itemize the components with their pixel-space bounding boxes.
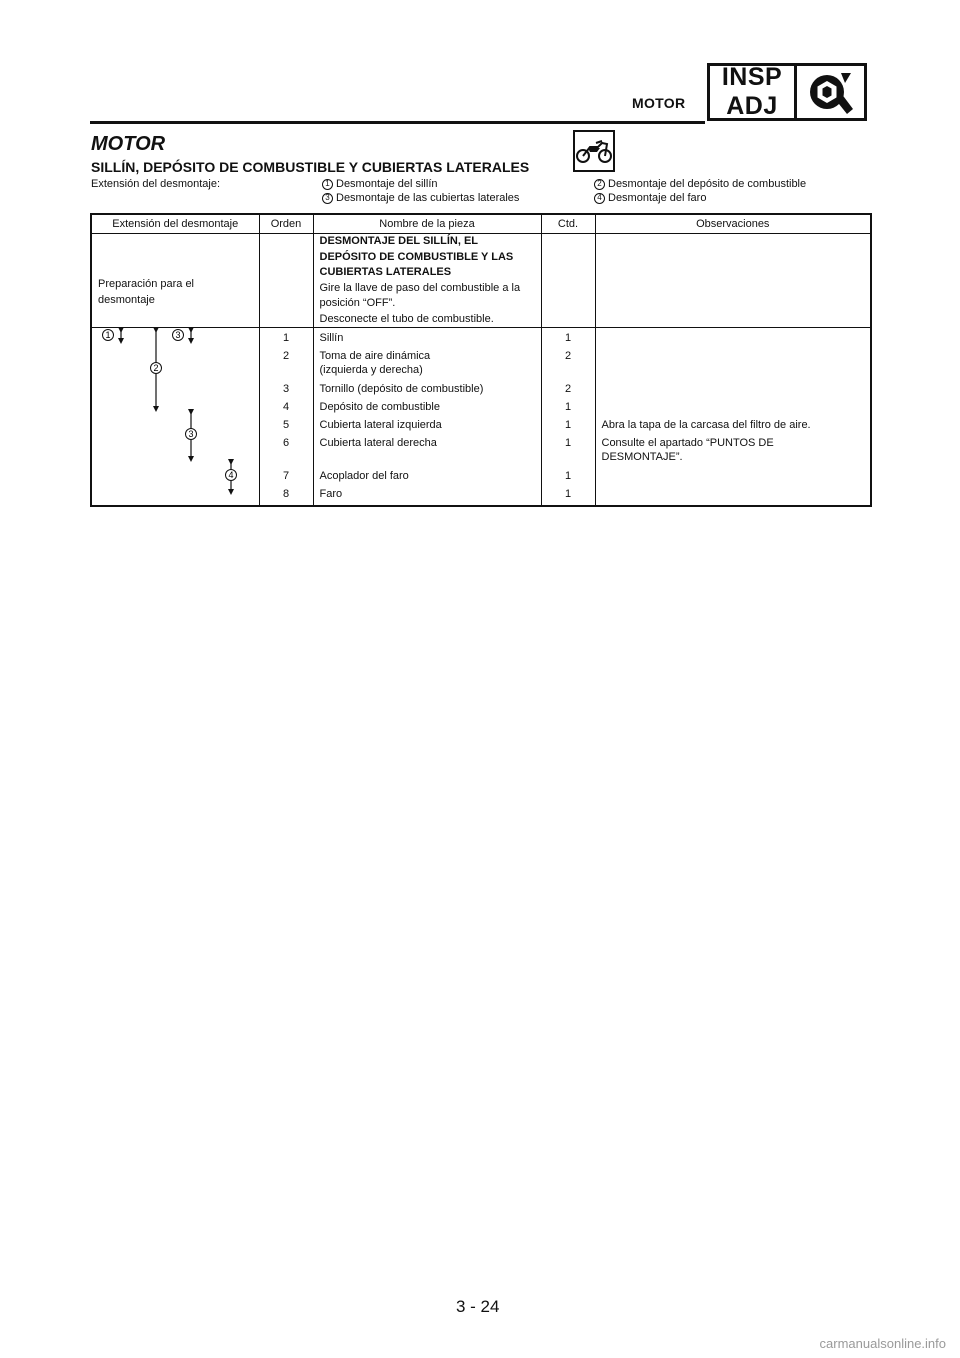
- svg-text:3: 3: [188, 429, 194, 439]
- row-qty: 1: [541, 484, 595, 506]
- row-remarks: [595, 328, 871, 347]
- page-number: 3 - 24: [456, 1297, 500, 1316]
- extent-item-text: Desmontaje del faro: [608, 192, 707, 204]
- row-qty: 1: [541, 415, 595, 433]
- extent-marker-4: [226, 470, 237, 481]
- header-rule: [90, 121, 705, 124]
- preparation-label: Preparación para el desmontaje: [91, 234, 259, 328]
- motorcycle-icon: [573, 130, 615, 172]
- header-order: Orden: [259, 214, 313, 234]
- svg-text:1: 1: [105, 330, 111, 340]
- row-remarks: [595, 466, 871, 484]
- inspection-adjustment-badge: [707, 63, 867, 121]
- row-remarks: Consulte el apartado “PUNTOS DE DESMONTAJE”.: [595, 433, 871, 466]
- section-subtitle: SILLÍN, DEPÓSITO DE COMBUSTIBLE Y CUBIERTAS LATERALES: [91, 159, 530, 175]
- svg-text:3: 3: [175, 330, 181, 340]
- svg-text:2: 2: [153, 363, 159, 373]
- row-remarks: Abra la tapa de la carcasa del filtro de aire.: [595, 415, 871, 433]
- row-order: 2: [259, 346, 313, 379]
- marker-4: 4: [594, 193, 605, 204]
- extent-marker-3: [173, 330, 184, 341]
- extent-item-text: Desmontaje de las cubiertas laterales: [336, 192, 520, 204]
- row-part-name: Faro: [313, 484, 541, 506]
- marker-1: 1: [322, 179, 333, 190]
- extent-marker-1: [103, 330, 114, 341]
- row-order: 1: [259, 328, 313, 347]
- row-part-name: Tornillo (depósito de combustible): [313, 379, 541, 397]
- row-part-name: Cubierta lateral derecha: [313, 433, 541, 466]
- svg-text:4: 4: [228, 470, 234, 480]
- row-remarks: [595, 484, 871, 506]
- marker-3: 3: [322, 193, 333, 204]
- extent-item-3: [322, 192, 519, 204]
- watermark: carmanualsonline.info: [819, 1336, 946, 1351]
- preparation-heading: DESMONTAJE DEL SILLÍN, EL DEPÓSITO DE COMBUSTIBLE Y LAS CUBIERTAS LATERALES: [319, 235, 514, 278]
- row-part-name: Sillín: [313, 328, 541, 347]
- extent-item-4: [594, 192, 706, 204]
- row-order: 6: [259, 433, 313, 466]
- row-qty: 2: [541, 346, 595, 379]
- row-remarks: [595, 379, 871, 397]
- badge-line-2: ADJ: [726, 92, 778, 120]
- extent-item-2: [594, 178, 806, 190]
- row-remarks: [595, 397, 871, 415]
- header-remarks: Observaciones: [595, 214, 871, 234]
- row-order: 5: [259, 415, 313, 433]
- header-part-name: Nombre de la pieza: [313, 214, 541, 234]
- preparation-row: [91, 234, 871, 328]
- row-order: 4: [259, 397, 313, 415]
- row-order: 8: [259, 484, 313, 506]
- table-header-row: [91, 214, 871, 234]
- badge-text: [710, 63, 797, 120]
- wrench-nut-icon: [797, 66, 864, 118]
- preparation-steps: [313, 234, 541, 328]
- page-title: MOTOR: [91, 133, 166, 155]
- row-part-name: Acoplador del faro: [313, 466, 541, 484]
- header-extent: Extensión del desmontaje: [91, 214, 259, 234]
- extent-label: Extensión del desmontaje:: [91, 178, 221, 190]
- row-part-name: Cubierta lateral izquierda: [313, 415, 541, 433]
- preparation-step: Gire la llave de paso del combustible a la posición “OFF”.: [319, 281, 521, 309]
- header-section-label: MOTOR: [632, 95, 686, 111]
- extent-item-text: Desmontaje del sillín: [336, 178, 438, 190]
- row-qty: 1: [541, 397, 595, 415]
- row-qty: 1: [541, 433, 595, 466]
- extent-item-text: Desmontaje del depósito de combustible: [608, 178, 807, 190]
- extent-marker-2: [151, 363, 162, 374]
- marker-2: 2: [594, 179, 605, 190]
- row-qty: 1: [541, 328, 595, 347]
- row-qty: 2: [541, 379, 595, 397]
- extent-arrow-diagram: [90, 326, 258, 496]
- badge-line-1: INSP: [721, 63, 783, 91]
- row-part-name: Depósito de combustible: [313, 397, 541, 415]
- extent-marker-3-side-covers: [186, 429, 197, 440]
- row-qty: 1: [541, 466, 595, 484]
- extent-item-1: [322, 178, 438, 190]
- row-order: 7: [259, 466, 313, 484]
- preparation-step: Desconecte el tubo de combustible.: [319, 312, 494, 325]
- row-order: 3: [259, 379, 313, 397]
- header-qty: Ctd.: [541, 214, 595, 234]
- row-part-name: Toma de aire dinámica (izquierda y derecha): [313, 346, 541, 379]
- row-remarks: [595, 346, 871, 379]
